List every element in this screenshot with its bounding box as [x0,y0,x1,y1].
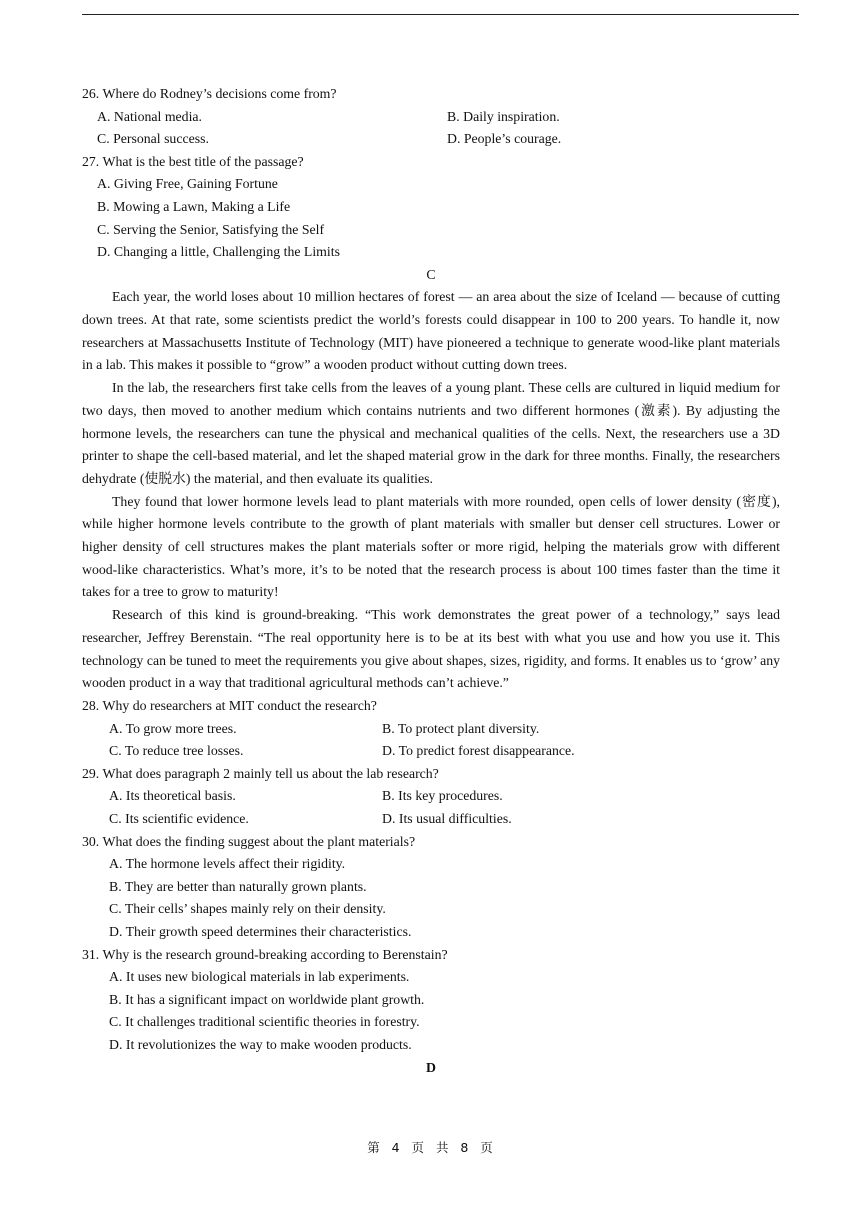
q31-option-b: B. It has a significant impact on worldwide plant growth. [109,991,425,1007]
q28-options-row2 [82,740,780,763]
q30-option-d: D. Their growth speed determines their characteristics. [109,923,412,939]
footer-di: 第 [367,1140,380,1155]
q28-option-d: D. To predict forest disappearance. [382,743,575,759]
q30-option-c: C. Their cells’ shapes mainly rely on their density. [109,901,386,917]
passage-c-paragraph-4: Research of this kind is ground-breaking. “This work demonstrates the great power of a technology,” says lead researcher, Jeffrey Berenstain. “The real opportunity here is to be at its best with what you use and how you use it. This technology can be tuned to meet the requirements you give about shapes, sizes, rigidity, and forms. It enables us to ‘grow’ any wooden product in a way that traditional agricultural methods can’t achieve.” [82,607,780,691]
q29-options-row1 [82,785,780,808]
footer-ye: 页 [411,1140,425,1155]
q27-stem: 27. What is the best title of the passage? [82,153,304,169]
footer-page-number: 4 [391,1140,400,1155]
q27-option-a: A. Giving Free, Gaining Fortune [97,176,278,192]
passage-c-paragraph-1: Each year, the world loses about 10 million hectares of forest — an area about the size of Iceland — because of cutting down trees. At that rate, some scientists predict the world’s forests could disappear in 100 to 200 years. To handle it, now researchers at Massachusetts Institute of Technology (MIT) have pioneered a technique to generate wood-like plant materials in a lab. This makes it possible to “grow” a wooden product without cutting down trees. [82,289,780,373]
q26-options-row1 [82,106,780,129]
page-content [82,83,780,1079]
q30-stem: 30. What does the finding suggest about the plant materials? [82,833,416,849]
q31-option-d: D. It revolutionizes the way to make wooden products. [109,1036,412,1052]
q28-option-a: A. To grow more trees. [109,720,237,736]
q29-option-c: C. Its scientific evidence. [109,810,249,826]
q30-option-a: A. The hormone levels affect their rigidity. [109,856,346,872]
q28-option-c: C. To reduce tree losses. [109,743,244,759]
q29-options-row2 [82,808,780,831]
section-d-heading: D [426,1059,436,1075]
q28-options-row1 [82,718,780,741]
section-c-heading: C [426,266,436,282]
q28-option-b: B. To protect plant diversity. [382,720,540,736]
page-footer [0,1138,860,1156]
q27-option-b: B. Mowing a Lawn, Making a Life [97,198,291,214]
q29-option-b: B. Its key procedures. [382,788,503,804]
q30-option-b: B. They are better than naturally grown plants. [109,878,367,894]
q31-option-a: A. It uses new biological materials in lab experiments. [109,969,410,985]
q29-option-d: D. Its usual difficulties. [382,810,512,826]
passage-c-paragraph-2: In the lab, the researchers first take cells from the leaves of a young plant. These cells are cultured in liquid medium for two days, then moved to another medium which contains nutrients and two different hormones (激素). By adjusting the hormone levels, the researchers can tune the physical and mechanical qualities of the cells. Next, the researchers use a 3D printer to shape the cell-based material, and let the shaped material grow in the dark for three months. Finally, the researchers dehydrate (使脱水) the material, and then evaluate its qualities. [82,380,780,486]
q26-option-d: D. People’s courage. [447,131,562,147]
q27-option-c: C. Serving the Senior, Satisfying the Self [97,221,325,237]
footer-gong: 共 [435,1140,449,1155]
q29-option-a: A. Its theoretical basis. [109,788,236,804]
q26-option-c: C. Personal success. [97,131,209,147]
q26-stem: 26. Where do Rodney’s decisions come from? [82,86,337,101]
q31-stem: 31. Why is the research ground-breaking according to Berenstain? [82,946,448,962]
q31-option-c: C. It challenges traditional scientific theories in forestry. [109,1014,420,1030]
passage-c-paragraph-3: They found that lower hormone levels lead to plant materials with more rounded, open cells of lower density (密度), while higher hormone levels contribute to the growth of plant materials with smaller but denser cell structures. Lower or higher density of cell structures makes the plant materials softer or more rigid, helping the materials grow with different wood-like characteristics. What’s more, it’s to be noted that the research process is about 100 times faster than the time it takes for a tree to grow to maturity! [82,493,780,600]
q26-option-b: B. Daily inspiration. [447,108,560,124]
footer-total-pages: 8 [460,1140,469,1155]
q27-option-d: D. Changing a little, Challenging the Limits [97,244,340,260]
q26-option-a: A. National media. [97,108,202,124]
footer-ye-2: 页 [480,1140,493,1155]
q29-stem: 29. What does paragraph 2 mainly tell us about the lab research? [82,765,439,781]
header-rule [82,14,799,15]
q26-options-row2 [82,128,780,151]
q28-stem: 28. Why do researchers at MIT conduct the research? [82,698,377,713]
